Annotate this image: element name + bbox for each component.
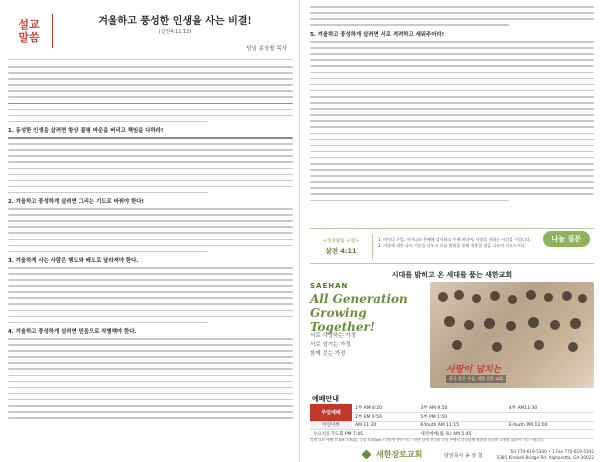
sermon-section-3: 3. 겨울하게 사는 사람은 행도와 배도로 달라져야 한다.: [8, 257, 139, 264]
church-address: 3385 Kimball Bridge Rd. Alpharetta, GA 30022: [496, 455, 594, 460]
schedule-row: [310, 421, 594, 430]
worship-schedule: [310, 404, 594, 439]
photo-caption: 사랑이 넘치는: [446, 365, 502, 375]
sermon-header: [8, 0, 293, 60]
dawn-label: 새벽예배(월-토): [420, 431, 452, 437]
service-4: 4부 AM11:30: [506, 404, 594, 413]
worship-title: 예배안내: [312, 395, 340, 403]
wednesday: [310, 430, 417, 439]
church-name: 새한장로교회: [376, 450, 423, 459]
church-phone: Tel 770-619-5340 • 1 Fax 770-619-5342: [510, 449, 594, 454]
schedule-row: [310, 413, 594, 422]
schedule-row: [310, 404, 594, 413]
service-1: 1부 AM 8:20: [352, 404, 417, 413]
question-2: 2. 거룩에 대한 나의 기준을 나누고 오늘 말씀을 통해 적용할 점을 나누어 기도드시다.: [378, 243, 526, 248]
sermon-continued: [310, 4, 594, 30]
eyouth: [506, 421, 594, 430]
verse-ref: 살전 4:11: [325, 247, 357, 255]
banner-title: 시대를 밝히고 온 세대를 품는 새한교회: [391, 271, 513, 279]
children-label: 어린이부: [310, 421, 352, 430]
sermon-section-4: 4. 겨울하고 풍성하게 살려면 믿음으로 작별해야 한다.: [8, 328, 137, 335]
sermon-preacher: 담임 송상철 목사: [246, 46, 287, 52]
sermon-scripture: (살전4:11,12): [158, 29, 192, 35]
wednesday-label: 수요치유기도회: [313, 431, 344, 437]
schedule-note: 특별 교육 예배 후 AM 7:30분, 주일 5:30pm / 다락방 중보기도 / 한반 관계 중심의 주님 안에서 하나님께 영광을 돌리며 교제를 위하여 기도드립니다.: [310, 438, 545, 442]
church-footer: [310, 449, 594, 461]
church-pastor: 담임목사 송 상 철: [444, 453, 483, 459]
church-banner: [310, 270, 594, 392]
sermon-tag: [14, 18, 44, 44]
phrase-1: 서로 사랑하는 가정: [310, 333, 357, 339]
sermon-title: 겨울하고 풍성한 인생을 사는 비결!: [98, 16, 252, 27]
divider: [372, 234, 373, 260]
service-5: 5부 PM 1:50: [417, 413, 505, 422]
youth-label: K-Youth: [420, 422, 437, 428]
service-3: 3부 AM 9:50: [417, 404, 505, 413]
church-logo-icon: [361, 449, 371, 459]
phrase-3: 함께 걷는 가정: [310, 351, 346, 357]
sermon-section-2: 2. 겨울하고 풍성하게 살려면 그리는 기도로 바꿔야 한다!: [8, 198, 144, 205]
sermon-section-5-block: [310, 32, 594, 204]
sermon-section-1: 1. 동성한 인생을 살려면 항상 불평 바운을 버리고 책임을 다하라!: [8, 127, 164, 134]
congregation-photo: [430, 282, 594, 388]
dawn: [417, 430, 594, 439]
wednesday-time: PM 7:45: [344, 431, 364, 437]
photo-subcaption: 한국 같은 가정, 새한 같은 교회: [446, 375, 506, 383]
discussion-box: [310, 228, 594, 264]
divider: [52, 14, 53, 48]
nanum-badge: 나눔 질문: [543, 231, 591, 247]
dawn-time: AM 5:45: [453, 431, 472, 437]
slogan: All Generation Growing Together!: [310, 292, 408, 334]
verse-reference: [314, 238, 368, 255]
eyouth-label: E-Youth: [508, 422, 525, 428]
sunday-label: 주일예배: [310, 404, 352, 421]
sermon-body: [8, 64, 293, 421]
church-contact: [497, 449, 594, 461]
children-time: AM 11:30: [352, 421, 417, 430]
sermon-tag-line1: 설교: [18, 18, 40, 31]
phrase-2: 서로 섬기는 가정: [310, 342, 351, 348]
verse-subtitle: <성경말씀 구절>: [323, 239, 359, 244]
eyouth-time: PM 12:00: [526, 422, 548, 428]
sermon-section-5: 5. 겨울하고 풍성하게 살려면 서로 격려하고 세워주어라!: [310, 32, 445, 38]
family-phrases: [310, 332, 430, 359]
youth-time: AM 11:15: [437, 422, 460, 428]
question-1: 1. 어머니 주일, 어머니의 은혜에 감사하고 주께 바다여, 사랑을 전하는 시간을 가집니다.: [378, 237, 531, 242]
service-2: 2부 EM 9:50: [352, 413, 417, 422]
youth: [417, 421, 505, 430]
sermon-tag-line2: 말씀: [18, 31, 40, 44]
schedule-row: [310, 430, 594, 439]
saehan-label: SAEHAN: [310, 282, 349, 290]
